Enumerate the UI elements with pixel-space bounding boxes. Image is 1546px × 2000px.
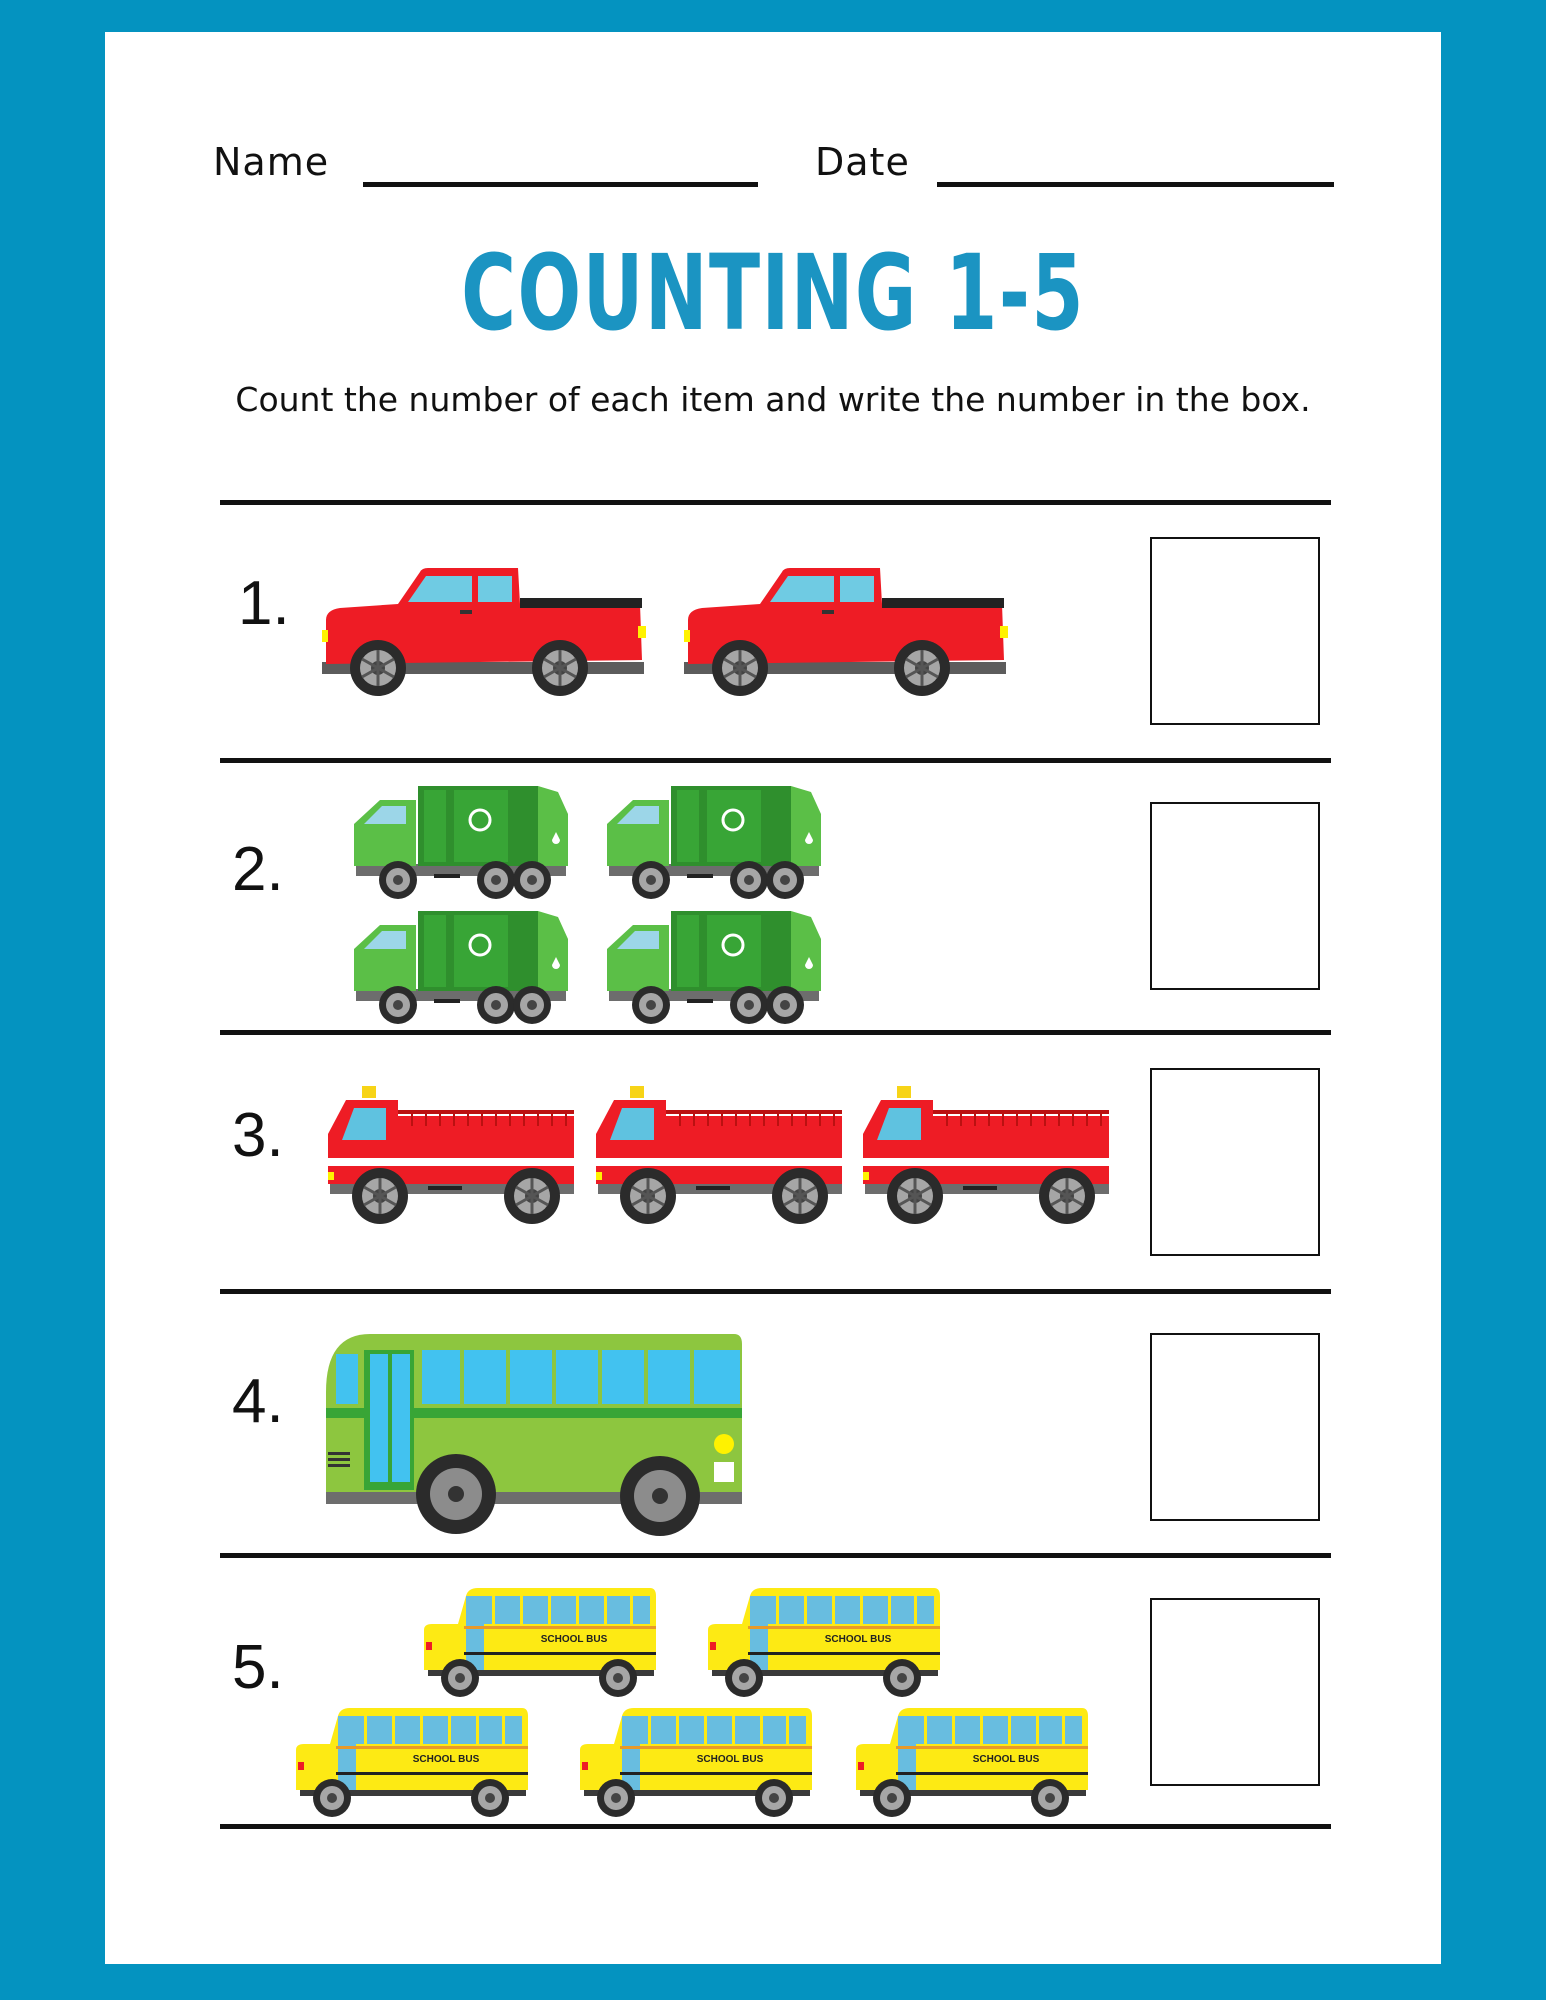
garbage-truck-image [607, 911, 821, 1024]
instructions: Count the number of each item and write the number in the box. [235, 380, 1311, 419]
school-bus-label: SCHOOL BUS [540, 1634, 608, 1645]
garbage-truck-image [607, 786, 821, 899]
garbage-truck-image [354, 786, 568, 899]
problem-5-images [296, 1586, 1096, 1816]
pickup-truck-image [684, 568, 1008, 696]
date-field[interactable] [937, 182, 1334, 187]
school-bus-image [856, 1708, 1088, 1817]
answer-box-1[interactable] [1150, 537, 1320, 725]
school-bus-image [580, 1708, 812, 1817]
divider [220, 500, 1331, 505]
date-label: Date [815, 140, 910, 184]
school-bus-label: SCHOOL BUS [412, 1754, 480, 1765]
school-bus-label: SCHOOL BUS [972, 1754, 1040, 1765]
answer-box-5[interactable] [1150, 1598, 1320, 1786]
divider [220, 1824, 1331, 1829]
problem-3-images [328, 1086, 1118, 1226]
garbage-truck-image [354, 911, 568, 1024]
problem-3-number: 3. [232, 1101, 284, 1170]
page-title: COUNTING 1-5 [461, 232, 1085, 354]
answer-box-3[interactable] [1150, 1068, 1320, 1256]
school-bus-image [424, 1588, 656, 1697]
school-bus-label: SCHOOL BUS [824, 1634, 892, 1645]
problem-4-images [326, 1332, 746, 1542]
problem-5-number: 5. [232, 1633, 284, 1702]
school-bus-image [708, 1588, 940, 1697]
divider [220, 1553, 1331, 1558]
answer-box-2[interactable] [1150, 802, 1320, 990]
name-field[interactable] [363, 182, 758, 187]
problem-1-images [322, 560, 1022, 700]
fire-truck-image [328, 1086, 574, 1224]
pickup-truck-image [322, 568, 646, 696]
divider [220, 1030, 1331, 1035]
problem-4-number: 4. [232, 1367, 284, 1436]
divider [220, 758, 1331, 763]
school-bus-image [296, 1708, 528, 1817]
problem-2-images [354, 784, 834, 1024]
divider [220, 1289, 1331, 1294]
green-bus-image [326, 1334, 742, 1536]
problem-1-number: 1. [238, 569, 290, 638]
fire-truck-image [863, 1086, 1109, 1224]
fire-truck-image [596, 1086, 842, 1224]
name-label: Name [213, 140, 330, 184]
problem-2-number: 2. [232, 835, 284, 904]
answer-box-4[interactable] [1150, 1333, 1320, 1521]
school-bus-label: SCHOOL BUS [696, 1754, 764, 1765]
